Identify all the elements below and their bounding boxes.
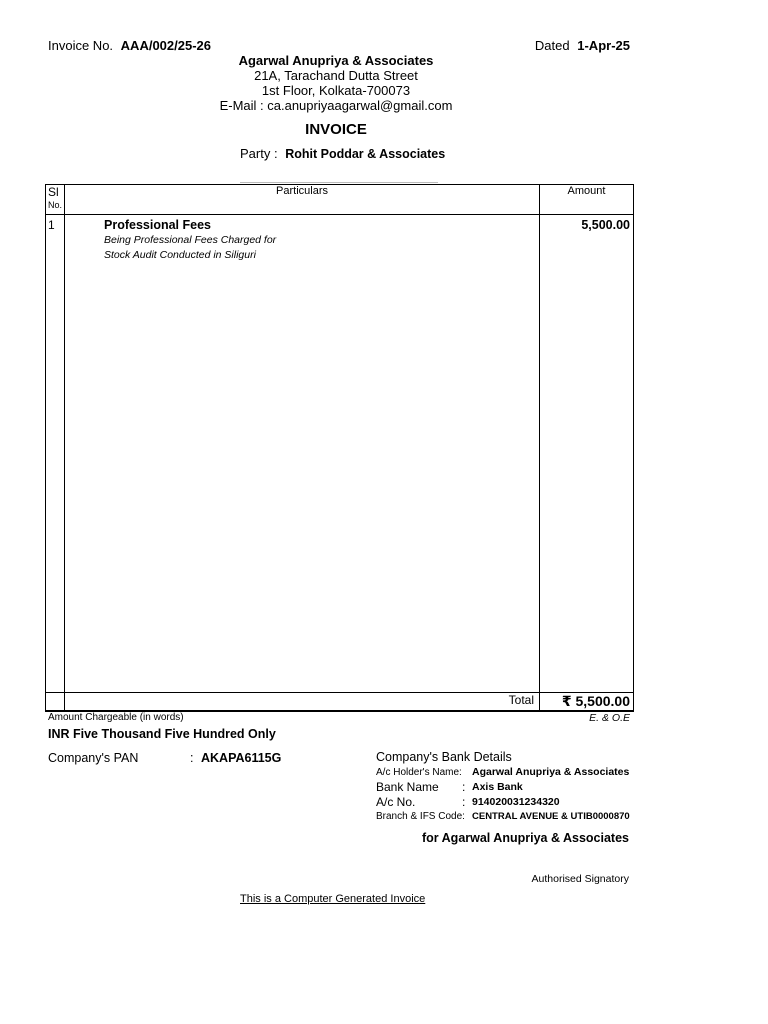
firm-address-line1: 21A, Tarachand Dutta Street <box>254 68 418 83</box>
invoice-number-block <box>48 38 211 53</box>
bank-name-colon: : <box>462 780 466 794</box>
amount-words-label: Amount Chargeable (in words) <box>48 712 184 723</box>
ac-no-value: 914020031234320 <box>472 796 560 808</box>
branch-ifsc-value: CENTRAL AVENUE & UTIB0000870 <box>472 811 630 822</box>
sl-column-divider <box>64 184 65 711</box>
dated-label: Dated <box>534 38 570 53</box>
date-block <box>535 38 630 53</box>
row-desc-line1: Being Professional Fees Charged for <box>104 234 277 246</box>
sl-no-header: No. <box>48 200 63 210</box>
firm-address-line2: 1st Floor, Kolkata-700073 <box>261 83 411 98</box>
computer-generated-note: This is a Computer Generated Invoice <box>240 893 426 905</box>
amount-column-divider <box>539 184 540 711</box>
row-amount: 5,500.00 <box>581 218 630 232</box>
eoe-text: E. & O.E <box>589 712 630 724</box>
firm-name: Agarwal Anupriya & Associates <box>238 53 434 68</box>
row-title: Professional Fees <box>104 218 211 232</box>
ac-holder-label: A/c Holder's Name: <box>376 767 462 778</box>
amount-header: Amount <box>567 185 606 197</box>
amount-words-value: INR Five Thousand Five Hundred Only <box>48 727 276 741</box>
party-underline <box>240 182 438 183</box>
table-right-border <box>633 184 634 711</box>
row-sl: 1 <box>48 218 55 232</box>
table-left-border <box>45 184 46 711</box>
party-name: Rohit Poddar & Associates <box>285 147 446 161</box>
pan-colon: : <box>190 751 194 765</box>
invoice-number: AAA/002/25-26 <box>120 38 211 53</box>
party-label: Party : <box>240 146 278 161</box>
table-header-divider <box>45 214 634 215</box>
particulars-header: Particulars <box>276 185 328 197</box>
bank-name-value: Axis Bank <box>472 781 523 793</box>
for-firm-line: for Agarwal Anupriya & Associates <box>421 831 629 845</box>
bank-name-label: Bank Name <box>376 780 439 794</box>
party-block <box>240 146 445 161</box>
ac-holder-value: Agarwal Anupriya & Associates <box>472 766 630 778</box>
sl-header: Sl <box>48 185 59 199</box>
total-value: ₹ 5,500.00 <box>561 693 630 709</box>
bank-details-title: Company's Bank Details <box>376 750 512 764</box>
invoice-number-label: Invoice No. <box>48 38 114 53</box>
row-desc-line2: Stock Audit Conducted in Siliguri <box>104 249 256 261</box>
branch-ifsc-label: Branch & IFS Code: <box>376 811 465 822</box>
pan-value: AKAPA6115G <box>201 751 282 765</box>
ac-no-colon: : <box>462 795 466 809</box>
ac-no-label: A/c No. <box>376 795 416 809</box>
invoice-title: INVOICE <box>305 121 367 138</box>
pan-label: Company's PAN <box>48 751 139 765</box>
total-label: Total <box>508 693 534 707</box>
firm-email: E-Mail : ca.anupriyaagarwal@gmail.com <box>219 98 453 113</box>
authorised-signatory: Authorised Signatory <box>531 873 629 885</box>
invoice-date: 1-Apr-25 <box>577 38 630 53</box>
